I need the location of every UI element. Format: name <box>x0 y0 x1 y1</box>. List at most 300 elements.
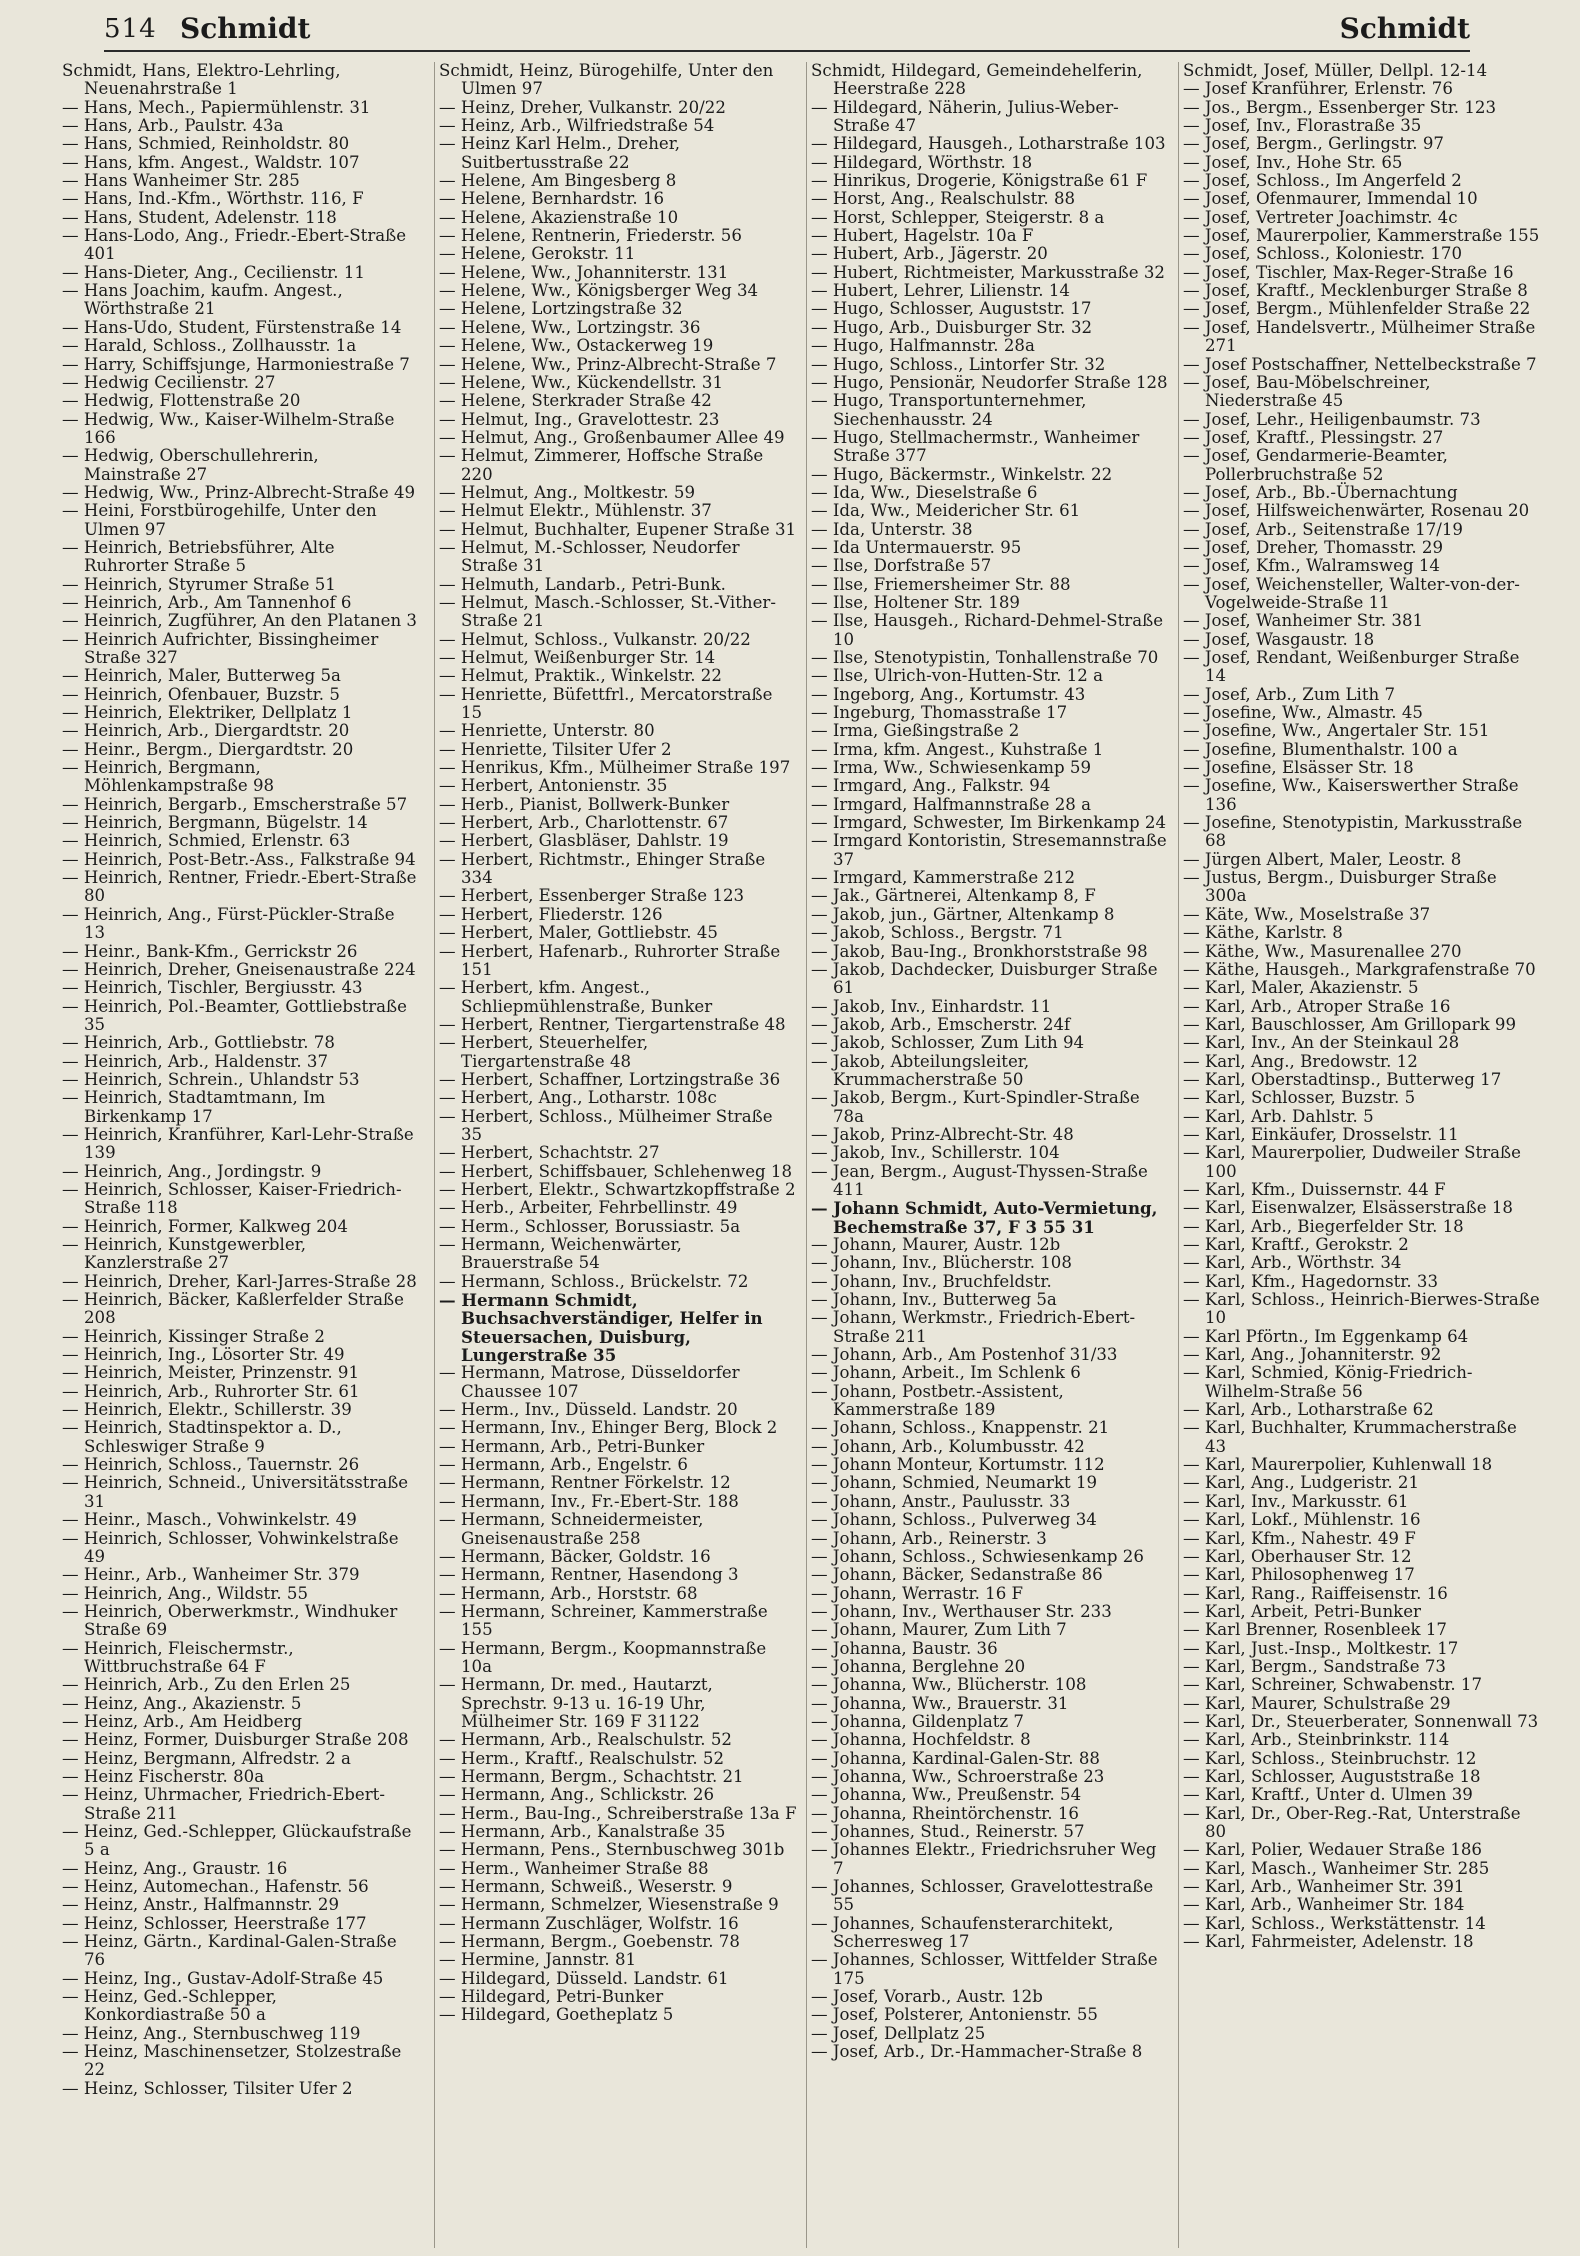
directory-entry: — Hermann, Rentner Förkelstr. 12 <box>439 1473 731 1493</box>
directory-entry: — Hermann, Schneidermeister, Gneisenaustraße 258 <box>439 1510 704 1548</box>
directory-entry: — Heinz, Schlosser, Heerstraße 177 <box>62 1913 367 1933</box>
directory-entry: — Hildegard, Näherin, Julius-Weber-Straße 47 <box>811 97 1119 136</box>
directory-entry: — Jak., Gärtnerei, Altenkamp 8, F <box>811 886 1096 906</box>
directory-entry: — Jakob, Arb., Emscherstr. 24f <box>811 1014 1071 1034</box>
directory-entry: — Jean, Bergm., August-Thyssen-Straße 411 <box>811 1161 1148 1199</box>
directory-entry: — Helene, Sterkrader Straße 42 <box>439 391 712 411</box>
directory-entry: — Herm., Wanheimer Straße 88 <box>439 1858 709 1878</box>
directory-entry: — Karl, Oberhauser Str. 12 <box>1183 1546 1412 1566</box>
directory-entry: — Heinz, Schlosser, Tilsiter Ufer 2 <box>62 2078 353 2098</box>
directory-entry: — Hugo, Pensionär, Neudorfer Straße 128 <box>811 372 1168 392</box>
directory-entry: — Heinr., Arb., Wanheimer Str. 379 <box>62 1565 360 1585</box>
directory-entry: — Hildegard, Goetheplatz 5 <box>439 2005 674 2025</box>
directory-entry: — Josefine, Stenotypistin, Markusstraße 68 <box>1183 813 1523 851</box>
directory-entry: — Heinrich, Arb., Gottliebstr. 78 <box>62 1033 335 1053</box>
directory-entry: — Herbert, Schachtstr. 27 <box>439 1143 660 1163</box>
directory-entry: — Heinr., Bergm., Diergardtstr. 20 <box>62 739 354 759</box>
directory-entry: — Josef, Bau-Möbelschreiner, Niederstraße 45 <box>1183 372 1431 411</box>
directory-entry: — Heinrich, Zugführer, An den Platanen 3 <box>62 611 417 631</box>
directory-entry: — Heinz, Ang., Akazienstr. 5 <box>62 1693 302 1713</box>
header-right-title: Schmidt <box>1339 12 1470 45</box>
directory-entry: — Johann, Inv., Bruchfeldstr. <box>811 1271 1052 1291</box>
directory-entry: — Johann, Arbeit., Im Schlenk 6 <box>811 1363 1081 1383</box>
directory-entry: — Karl, Schmied, König-Friedrich-Wilhelm-Straße 56 <box>1183 1363 1473 1401</box>
directory-entry: — Josef, Arb., Zum Lith 7 <box>1183 684 1396 704</box>
directory-entry: — Heinrich, Kissinger Straße 2 <box>62 1326 325 1346</box>
directory-entry: — Karl, Ang., Johanniterstr. 92 <box>1183 1345 1442 1365</box>
directory-entry: — Karl, Schloss., Steinbruchstr. 12 <box>1183 1748 1477 1768</box>
directory-entry: — Ilse, Stenotypistin, Tonhallenstraße 70 <box>811 648 1159 667</box>
directory-entry: — Johann Monteur, Kortumstr. 112 <box>811 1455 1105 1475</box>
directory-entry: — Hans-Lodo, Ang., Friedr.-Ebert-Straße 401 <box>62 226 407 264</box>
directory-entry: — Herbert, kfm. Angest., Schliepmühlenstraße, Bunker <box>439 978 713 1016</box>
directory-entry: — Johann, Inv., Blücherstr. 108 <box>811 1253 1072 1273</box>
directory-entry: — Ida, Ww., Meidericher Str. 61 <box>811 501 1081 521</box>
directory-entry: — Helene, Ww., Ostackerweg 19 <box>439 336 714 356</box>
directory-entry: — Heinrich, Bergmann, Möhlenkampstraße 98 <box>62 758 275 796</box>
directory-entry: — Johann, Inv., Butterweg 5a <box>811 1290 1057 1310</box>
directory-entry: — Jos., Bergm., Essenberger Str. 123 <box>1183 97 1497 117</box>
directory-entry: — Heinrich, Bergarb., Emscherstraße 57 <box>62 794 408 814</box>
directory-entry: — Ilse, Dorfstraße 57 <box>811 556 992 576</box>
directory-entry: — Harald, Schloss., Zollhausstr. 1a <box>62 336 357 356</box>
directory-entry: — Heinz, Maschinensetzer, Stolzestraße 22 <box>62 2042 402 2080</box>
directory-entry: — Hans, Student, Adelenstr. 118 <box>62 207 337 227</box>
directory-entry: — Heinrich, Schmied, Erlenstr. 63 <box>62 831 351 851</box>
directory-entry: — Karl, Polier, Wedauer Straße 186 <box>1183 1840 1482 1860</box>
directory-entry: — Karl, Lokf., Mühlenstr. 16 <box>1183 1510 1421 1530</box>
directory-entry: — Ilse, Ulrich-von-Hutten-Str. 12 a <box>811 666 1103 686</box>
directory-entry: — Heinrich, Arb., Ruhrorter Str. 61 <box>62 1381 360 1401</box>
directory-entry: — Henriette, Tilsiter Ufer 2 <box>439 739 672 759</box>
directory-entry: — Hans Joachim, kaufm. Angest., Wörthstraße 21 <box>62 281 343 319</box>
directory-entry: — Josef Postschaffner, Nettelbeckstraße 7 <box>1183 354 1537 374</box>
directory-entry: — Heinz, Arb., Am Heidberg <box>62 1711 303 1731</box>
directory-entry: — Herm., Kraftf., Realschulstr. 52 <box>439 1748 725 1768</box>
directory-entry: — Irmgard, Halfmannstraße 28 a <box>811 794 1091 814</box>
directory-entry: — Karl, Arb. Dahlstr. 5 <box>1183 1106 1374 1126</box>
directory-entry: — Heinz, Ang., Sternbuschweg 119 <box>62 2023 361 2043</box>
directory-entry: — Herbert, Elektr., Schwartzkopffstraße 2 <box>439 1179 796 1199</box>
directory-entry: — Herbert, Hafenarb., Ruhrorter Straße 151 <box>439 941 781 979</box>
directory-entry: — Hubert, Lehrer, Lilienstr. 14 <box>811 281 1070 301</box>
directory-entry: — Johanna, Baustr. 36 <box>811 1638 998 1658</box>
directory-entry: — Karl, Buchhalter, Krummacherstraße 43 <box>1183 1418 1517 1456</box>
directory-entry: — Heinr., Bank-Kfm., Gerrickstr 26 <box>62 941 358 961</box>
directory-entry: — Jakob, Schlosser, Zum Lith 94 <box>811 1033 1085 1053</box>
directory-entry: — Josef, Bergm., Mühlenfelder Straße 22 <box>1183 299 1531 319</box>
directory-entry: — Hermann, Bergm., Schachtstr. 21 <box>439 1766 744 1786</box>
directory-entry: — Hermann, Weichenwärter, Brauerstraße 54 <box>439 1235 682 1273</box>
directory-entry: — Heinz, Ing., Gustav-Adolf-Straße 45 <box>62 1968 384 1988</box>
directory-entry: — Johanna, Berglehne 20 <box>811 1656 1026 1676</box>
directory-entry: — Josef Kranführer, Erlenstr. 76 <box>1183 79 1453 99</box>
directory-entry: — Josef, Rendant, Weißenburger Straße 14 <box>1183 648 1520 686</box>
directory-entry: — Jakob, Prinz-Albrecht-Str. 48 <box>811 1124 1074 1144</box>
directory-entry: — Hedwig, Flottenstraße 20 <box>62 391 301 411</box>
directory-entry: — Helene, Rentnerin, Friederstr. 56 <box>439 226 742 246</box>
directory-entry: — Heinz, Ang., Graustr. 16 <box>62 1858 288 1878</box>
directory-entry: — Herbert, Antonienstr. 35 <box>439 776 668 796</box>
directory-entry: — Hubert, Arb., Jägerstr. 20 <box>811 244 1048 264</box>
directory-entry: — Hans, Schmied, Reinholdstr. 80 <box>62 134 350 154</box>
directory-entry: — Josefine, Blumenthalstr. 100 a <box>1183 739 1458 759</box>
directory-entry: — Karl, Arb., Atroper Straße 16 <box>1183 996 1451 1016</box>
directory-entry: — Josef, Schloss., Im Angerfeld 2 <box>1183 171 1462 191</box>
directory-entry: — Heinrich, Ang., Jordingstr. 9 <box>62 1161 322 1181</box>
directory-entry: — Josef, Arb., Seitenstraße 17/19 <box>1183 519 1463 539</box>
directory-entry: — Josefine, Ww., Almastr. 45 <box>1183 703 1423 723</box>
directory-entry: — Herm., Schlosser, Borussiastr. 5a <box>439 1216 741 1236</box>
directory-entry: — Heinrich, Oberwerkmstr., Windhuker Straße 69 <box>62 1601 398 1640</box>
directory-entry: — Heinrich, Kunstgewerbler, Kanzlerstraße 27 <box>62 1235 307 1273</box>
directory-entry: — Heini, Forstbürogehilfe, Unter den Ulmen 97 <box>62 501 377 539</box>
directory-entry: — Irma, Gießingstraße 2 <box>811 721 1020 741</box>
directory-entry: — Josefine, Elsässer Str. 18 <box>1183 758 1414 778</box>
directory-entry: — Helene, Akazienstraße 10 <box>439 207 679 227</box>
directory-entry: — Irmgard, Schwester, Im Birkenkamp 24 <box>811 813 1166 833</box>
directory-entry: — Hugo, Bäckermstr., Winkelstr. 22 <box>811 464 1113 484</box>
directory-entry: — Helmut, Weißenburger Str. 14 <box>439 648 716 667</box>
directory-entry: — Josef, Arb., Bb.-Übernachtung <box>1183 482 1458 502</box>
directory-entry: — Josef, Hilfsweichenwärter, Rosenau 20 <box>1183 501 1530 521</box>
directory-entry: — Hugo, Halfmannstr. 28a <box>811 336 1035 356</box>
directory-entry: — Karl, Inv., Markusstr. 61 <box>1183 1491 1409 1511</box>
directory-entry: — Karl, Kraftf., Gerokstr. 2 <box>1183 1235 1409 1254</box>
directory-entry: — Helmut, Masch.-Schlosser, St.-Vither-Straße 21 <box>439 592 776 631</box>
directory-entry: — Käthe, Ww., Masurenallee 270 <box>1183 941 1462 961</box>
directory-entry: — Herbert, Ang., Lotharstr. 108c <box>439 1088 717 1108</box>
directory-entry: — Käte, Ww., Moselstraße 37 <box>1183 904 1431 924</box>
directory-entry: — Hubert, Richtmeister, Markusstraße 32 <box>811 262 1165 282</box>
directory-entry: — Heinrich, Stadtinspektor a. D., Schleswiger Straße 9 <box>62 1418 342 1456</box>
directory-entry: — Johann Schmidt, Auto-Vermietung, Bechemstraße 37, F 3 55 31 <box>811 1198 1158 1237</box>
directory-entry: — Helmut, Praktik., Winkelstr. 22 <box>439 666 722 686</box>
directory-entry: — Irma, Ww., Schwiesenkamp 59 <box>811 758 1092 778</box>
directory-entry: — Karl, Inv., An der Steinkaul 28 <box>1183 1033 1460 1053</box>
directory-entry: — Josef, Kraftf., Mecklenburger Straße 8 <box>1183 281 1528 301</box>
directory-entry: — Herbert, Richtmstr., Ehinger Straße 334 <box>439 849 766 888</box>
directory-entry: — Hermann, Bäcker, Goldstr. 16 <box>439 1546 711 1566</box>
directory-entry: — Karl, Maurer, Schulstraße 29 <box>1183 1693 1451 1713</box>
directory-entry: — Herbert, Schloss., Mülheimer Straße 35 <box>439 1106 773 1144</box>
directory-entry: — Henriette, Unterstr. 80 <box>439 721 655 741</box>
directory-entry: — Johannes, Stud., Reinerstr. 57 <box>811 1822 1085 1841</box>
directory-entry: — Karl Pförtn., Im Eggenkamp 64 <box>1183 1326 1469 1346</box>
directory-entry: — Johann, Arb., Reinerstr. 3 <box>811 1528 1047 1548</box>
directory-entry: — Hugo, Transportunternehmer, Siechenhausstr. 24 <box>811 391 1087 429</box>
directory-entry: — Karl, Einkäufer, Drosselstr. 11 <box>1183 1124 1459 1144</box>
directory-entry: — Johanna, Ww., Preußenstr. 54 <box>811 1785 1082 1805</box>
directory-entry: — Ingeburg, Thomasstraße 17 <box>811 703 1068 723</box>
directory-entry: — Helene, Bernhardstr. 16 <box>439 189 665 209</box>
directory-entry: — Hermann, Arb., Kanalstraße 35 <box>439 1822 726 1841</box>
directory-entry: — Johann, Postbetr.-Assistent, Kammerstraße 189 <box>811 1381 1064 1420</box>
directory-entry: — Hermann, Arb., Engelstr. 6 <box>439 1455 688 1475</box>
directory-entry: — Jakob, Bergm., Kurt-Spindler-Straße 78a <box>811 1088 1140 1126</box>
directory-entry: — Helmut, M.-Schlosser, Neudorfer Straße 31 <box>439 537 740 576</box>
directory-entry: — Heinrich, Stadtamtmann, Im Birkenkamp 17 <box>62 1088 326 1126</box>
directory-entry: — Ida, Unterstr. 38 <box>811 519 973 539</box>
directory-entry: — Heinrich, Tischler, Bergiusstr. 43 <box>62 978 363 998</box>
directory-entry: — Irma, kfm. Angest., Kuhstraße 1 <box>811 739 1104 759</box>
directory-entry: — Karl, Schlosser, Buzstr. 5 <box>1183 1088 1416 1108</box>
directory-entry: — Josef, Vertreter Joachimstr. 4c <box>1183 207 1458 227</box>
directory-entry: — Josef, Inv., Hohe Str. 65 <box>1183 152 1403 172</box>
directory-entry: — Hugo, Arb., Duisburger Str. 32 <box>811 317 1093 337</box>
directory-entry: — Johann, Maurer, Austr. 12b <box>811 1235 1061 1254</box>
directory-entry: — Heinz, Ged.-Schlepper, Konkordiastraße 50 a <box>62 1987 277 2025</box>
directory-entry: — Ingeborg, Ang., Kortumstr. 43 <box>811 684 1086 704</box>
directory-entry: — Henriette, Büfettfrl., Mercatorstraße 15 <box>439 684 773 723</box>
directory-entry: — Herbert, Fliederstr. 126 <box>439 904 663 924</box>
directory-entry: — Karl, Arb., Wanheimer Str. 391 <box>1183 1877 1465 1897</box>
directory-entry: — Heinrich, Schlosser, Kaiser-Friedrich-Straße 118 <box>62 1179 402 1218</box>
directory-entry: — Hermann Schmidt, Buchsachverständiger, Helfer in Steuersachen, Duisburg, Lungerstraße 35 <box>439 1290 763 1366</box>
directory-entry: — Ida, Ww., Dieselstraße 6 <box>811 482 1038 502</box>
directory-entry: — Heinrich, Ing., Lösorter Str. 49 <box>62 1345 345 1365</box>
directory-entry: — Heinrich, Schrein., Uhlandstr 53 <box>62 1069 360 1089</box>
directory-entry: — Heinrich, Dreher, Gneisenaustraße 224 <box>62 959 416 979</box>
directory-entry: — Heinz, Uhrmacher, Friedrich-Ebert-Straße 211 <box>62 1785 385 1823</box>
directory-entry: — Hermann, Arb., Realschulstr. 52 <box>439 1730 732 1750</box>
directory-entry: — Karl, Schloss., Heinrich-Bierwes-Straße 10 <box>1183 1290 1540 1328</box>
directory-entry: — Irmgard, Kammerstraße 212 <box>811 868 1076 888</box>
header-left-title: Schmidt <box>180 12 311 45</box>
directory-entry: — Heinrich, Styrumer Straße 51 <box>62 574 336 594</box>
directory-entry: — Johann, Schmied, Neumarkt 19 <box>811 1473 1098 1493</box>
column-1 <box>62 62 420 2248</box>
directory-entry: — Karl, Schlosser, Auguststraße 18 <box>1183 1766 1481 1786</box>
directory-entry: — Käthe, Karlstr. 8 <box>1183 923 1343 943</box>
directory-entry: — Ida Untermauerstr. 95 <box>811 537 1022 557</box>
directory-entry: — Josef, Gendarmerie-Beamter, Pollerbruchstraße 52 <box>1183 446 1448 484</box>
directory-entry: — Josef, Arb., Dr.-Hammacher-Straße 8 <box>811 2042 1143 2062</box>
directory-entry: — Hedwig Cecilienstr. 27 <box>62 372 276 392</box>
directory-entry: — Ilse, Friemersheimer Str. 88 <box>811 574 1071 594</box>
directory-entry: — Harry, Schiffsjunge, Harmoniestraße 7 <box>62 354 410 374</box>
directory-entry: — Jakob, jun., Gärtner, Altenkamp 8 <box>811 904 1115 924</box>
directory-entry: — Heinrich, Arb., Diergardtstr. 20 <box>62 721 350 741</box>
directory-entry: — Jakob, Inv., Schillerstr. 104 <box>811 1143 1060 1163</box>
directory-entry: — Johann, Werrastr. 16 F <box>811 1583 1024 1603</box>
directory-entry: — Heinrich, Arb., Am Tannenhof 6 <box>62 592 352 612</box>
directory-entry: — Heinrich Aufrichter, Bissingheimer Straße 327 <box>62 629 379 667</box>
directory-entry: — Heinrich, Betriebsführer, Alte Ruhrorter Straße 5 <box>62 537 335 576</box>
directory-entry: — Johann, Schloss., Knappenstr. 21 <box>811 1418 1110 1438</box>
directory-entry: — Heinz, Dreher, Vulkanstr. 20/22 <box>439 97 726 117</box>
directory-entry: — Herbert, Schiffsbauer, Schlehenweg 18 <box>439 1161 793 1181</box>
directory-entry: — Heinrich, Schneid., Universitätsstraße 31 <box>62 1473 409 1511</box>
directory-entry: — Hermann, Schweiß., Weserstr. 9 <box>439 1877 733 1897</box>
directory-entry: — Josef, Bergm., Gerlingstr. 97 <box>1183 134 1444 154</box>
directory-entry: — Heinz, Gärtn., Kardinal-Galen-Straße 76 <box>62 1932 397 1970</box>
directory-entry: — Hermann, Ang., Schlickstr. 26 <box>439 1785 715 1805</box>
directory-entry: — Helene, Ww., Kückendellstr. 31 <box>439 372 724 392</box>
directory-entry: — Heinz Fischerstr. 80a <box>62 1766 265 1786</box>
directory-entry: — Jürgen Albert, Maler, Leostr. 8 <box>1183 849 1462 869</box>
directory-entry: — Heinrich, Ang., Wildstr. 55 <box>62 1583 308 1603</box>
directory-entry: — Johanna, Rheintörchenstr. 16 <box>811 1803 1079 1823</box>
directory-entry: — Heinrich, Dreher, Karl-Jarres-Straße 28 <box>62 1271 417 1291</box>
page-header <box>104 6 1470 52</box>
column-3 <box>806 62 1169 2248</box>
directory-entry: — Johanna, Gildenplatz 7 <box>811 1711 1024 1731</box>
directory-entry: — Helene, Ww., Johanniterstr. 131 <box>439 262 729 282</box>
directory-entry: Schmidt, Heinz, Bürogehilfe, Unter den Ulmen 97 <box>439 62 774 99</box>
directory-entry: — Josef, Kraftf., Plessingstr. 27 <box>1183 427 1444 447</box>
directory-entry: — Herbert, Rentner, Tiergartenstraße 48 <box>439 1014 786 1034</box>
directory-entry: Schmidt, Josef, Müller, Dellpl. 12-14 <box>1183 62 1488 80</box>
directory-entry: — Hubert, Hagelstr. 10a F <box>811 226 1034 246</box>
directory-entry: — Hedwig, Ww., Prinz-Albrecht-Straße 49 <box>62 482 416 502</box>
directory-entry: — Henrikus, Kfm., Mülheimer Straße 197 <box>439 758 791 778</box>
directory-entry: — Herb., Pianist, Bollwerk-Bunker <box>439 794 730 814</box>
directory-entry: — Helmut, Zimmerer, Hoffsche Straße 220 <box>439 446 764 484</box>
directory-entry: — Herbert, Arb., Charlottenstr. 67 <box>439 813 729 833</box>
directory-entry: — Karl, Ang., Bredowstr. 12 <box>1183 1051 1418 1071</box>
directory-entry: — Karl, Just.-Insp., Moltkestr. 17 <box>1183 1638 1459 1658</box>
directory-entry: — Johann, Schloss., Pulverweg 34 <box>811 1510 1097 1530</box>
directory-entry: — Josef, Maurerpolier, Kammerstraße 155 <box>1183 226 1540 246</box>
directory-entry: — Irmgard Kontoristin, Stresemannstraße 37 <box>811 831 1167 869</box>
directory-entry: — Hinrikus, Drogerie, Königstraße 61 F <box>811 171 1148 191</box>
directory-entry: — Karl, Kfm., Duissernstr. 44 F <box>1183 1179 1446 1199</box>
directory-entry: — Hermine, Jannstr. 81 <box>439 1950 637 1970</box>
directory-entry: — Hermann, Rentner, Hasendong 3 <box>439 1565 739 1585</box>
directory-entry: — Josef, Wanheimer Str. 381 <box>1183 611 1424 631</box>
directory-entry: — Karl, Maler, Akazienstr. 5 <box>1183 978 1419 998</box>
directory-entry: — Karl, Dr., Ober-Reg.-Rat, Unterstraße 80 <box>1183 1803 1521 1841</box>
directory-entry: — Johannes, Schlosser, Wittfelder Straße 175 <box>811 1950 1158 1988</box>
directory-entry: — Josef, Inv., Florastraße 35 <box>1183 116 1422 136</box>
directory-entry: — Johann, Maurer, Zum Lith 7 <box>811 1620 1067 1640</box>
directory-entry: — Karl, Arb., Wörthstr. 34 <box>1183 1253 1402 1273</box>
directory-entry: — Heinrich, Kranführer, Karl-Lehr-Straße 139 <box>62 1124 414 1163</box>
directory-entry: — Hans, Arb., Paulstr. 43a <box>62 116 284 136</box>
directory-entry: — Heinz, Arb., Wilfriedstraße 54 <box>439 116 715 136</box>
directory-entry: — Karl, Rang., Raiffeisenstr. 16 <box>1183 1583 1448 1603</box>
directory-entry: — Karl, Schloss., Werkstättenstr. 14 <box>1183 1913 1486 1933</box>
directory-entry: — Josef, Dreher, Thomasstr. 29 <box>1183 537 1444 557</box>
directory-entry: — Hermann, Pens., Sternbuschweg 301b <box>439 1840 785 1860</box>
directory-entry: — Karl, Bergm., Sandstraße 73 <box>1183 1656 1446 1676</box>
directory-entry: — Heinrich, Bergmann, Bügelstr. 14 <box>62 813 368 833</box>
directory-entry: — Karl, Arb., Steinbrinkstr. 114 <box>1183 1730 1450 1750</box>
directory-entry: — Heinz, Bergmann, Alfredstr. 2 a <box>62 1748 351 1768</box>
directory-entry: — Hermann, Inv., Fr.-Ebert-Str. 188 <box>439 1491 739 1511</box>
directory-entry: — Heinrich, Ang., Fürst-Pückler-Straße 13 <box>62 904 395 943</box>
directory-entry: — Karl, Arbeit, Petri-Bunker <box>1183 1601 1421 1621</box>
directory-entry: — Hermann, Schmelzer, Wiesenstraße 9 <box>439 1895 779 1915</box>
directory-entry: — Heinrich, Pol.-Beamter, Gottliebstraße 35 <box>62 996 407 1034</box>
directory-entry: — Josefine, Ww., Kaiserswerther Straße 136 <box>1183 776 1519 814</box>
directory-entry: — Karl Brenner, Rosenbleek 17 <box>1183 1620 1447 1640</box>
directory-entry: — Heinrich, Rentner, Friedr.-Ebert-Straße 80 <box>62 868 417 906</box>
directory-entry: — Heinz Karl Helm., Dreher, Suitbertusstraße 22 <box>439 134 681 172</box>
directory-entry: — Hedwig, Ww., Kaiser-Wilhelm-Straße 166 <box>62 409 395 447</box>
directory-entry: — Hermann, Matrose, Düsseldorfer Chaussee 107 <box>439 1363 740 1401</box>
directory-entry: — Heinrich, Schlosser, Vohwinkelstraße 49 <box>62 1528 399 1566</box>
directory-entry: — Johanna, Hochfeldstr. 8 <box>811 1730 1031 1750</box>
column-2 <box>434 62 797 2248</box>
directory-entry: — Hedwig, Oberschullehrerin, Mainstraße 27 <box>62 446 319 484</box>
directory-entry: — Johann, Arb., Am Postenhof 31/33 <box>811 1345 1118 1365</box>
directory-entry: — Karl, Eisenwalzer, Elsässerstraße 18 <box>1183 1198 1513 1218</box>
directory-entry: — Johanna, Ww., Schroerstraße 23 <box>811 1766 1105 1786</box>
directory-entry: — Josef, Weichensteller, Walter-von-der-Vogelweide-Straße 11 <box>1183 574 1520 612</box>
directory-entry: — Heinr., Masch., Vohwinkelstr. 49 <box>62 1510 357 1530</box>
directory-entry: — Heinrich, Post-Betr.-Ass., Falkstraße 94 <box>62 849 416 869</box>
directory-entry: — Hugo, Schloss., Lintorfer Str. 32 <box>811 354 1106 374</box>
directory-entry: — Johanna, Ww., Brauerstr. 31 <box>811 1693 1069 1713</box>
directory-entry: — Heinrich, Schloss., Tauernstr. 26 <box>62 1455 360 1475</box>
directory-entry: — Herbert, Maler, Gottliebstr. 45 <box>439 923 718 943</box>
directory-entry: — Karl, Arb., Lotharstraße 62 <box>1183 1400 1434 1420</box>
directory-entry: — Hermann, Inv., Ehinger Berg, Block 2 <box>439 1418 778 1438</box>
directory-entry: — Helmut Elektr., Mühlenstr. 37 <box>439 501 712 521</box>
directory-entry: — Horst, Ang., Realschulstr. 88 <box>811 189 1076 209</box>
directory-entry: — Herbert, Essenberger Straße 123 <box>439 886 745 906</box>
directory-entry: — Karl, Arb., Wanheimer Str. 184 <box>1183 1895 1465 1915</box>
directory-entry: — Karl, Kfm., Hagedornstr. 33 <box>1183 1271 1439 1291</box>
directory-entry: — Herm., Bau-Ing., Schreiberstraße 13a F <box>439 1803 797 1823</box>
directory-entry: — Josef, Handelsvertr., Mülheimer Straße 271 <box>1183 317 1536 356</box>
directory-entry: — Johann, Anstr., Paulusstr. 33 <box>811 1491 1071 1511</box>
directory-entry: — Herbert, Steuerhelfer, Tiergartenstraße 48 <box>439 1033 649 1071</box>
directory-entry: — Josef, Wasgaustr. 18 <box>1183 629 1375 649</box>
directory-entry: — Johannes Elektr., Friedrichsruher Weg 7 <box>811 1840 1157 1878</box>
directory-entry: — Hans-Dieter, Ang., Cecilienstr. 11 <box>62 262 365 282</box>
directory-entry: — Helene, Lortzingstraße 32 <box>439 299 683 319</box>
directory-entry: — Heinrich, Arb., Haldenstr. 37 <box>62 1051 329 1071</box>
directory-columns <box>62 62 1544 2248</box>
directory-entry: — Hugo, Schlosser, Auguststr. 17 <box>811 299 1092 319</box>
directory-entry: — Karl, Maurerpolier, Dudweiler Straße 100 <box>1183 1143 1521 1181</box>
directory-entry: — Heinrich, Elektriker, Dellplatz 1 <box>62 703 353 723</box>
directory-entry: — Johann, Schloss., Schwiesenkamp 26 <box>811 1546 1144 1566</box>
directory-entry: — Karl, Bauschlosser, Am Grillopark 99 <box>1183 1014 1517 1034</box>
directory-entry: — Karl, Kraftf., Unter d. Ulmen 39 <box>1183 1785 1473 1805</box>
directory-entry: — Heinrich, Meister, Prinzenstr. 91 <box>62 1363 360 1383</box>
directory-entry: — Jakob, Dachdecker, Duisburger Straße 61 <box>811 959 1158 998</box>
directory-entry: — Hildegard, Hausgeh., Lotharstraße 103 <box>811 134 1166 154</box>
directory-entry: — Johann, Bäcker, Sedanstraße 86 <box>811 1565 1103 1585</box>
directory-entry: — Hildegard, Wörthstr. 18 <box>811 152 1033 172</box>
directory-entry: — Karl, Arb., Biegerfelder Str. 18 <box>1183 1216 1464 1236</box>
directory-entry: — Hans Wanheimer Str. 285 <box>62 171 300 191</box>
directory-entry: — Irmgard, Ang., Falkstr. 94 <box>811 776 1051 796</box>
directory-entry: — Karl, Philosophenweg 17 <box>1183 1565 1415 1585</box>
directory-entry: — Hermann, Schreiner, Kammerstraße 155 <box>439 1601 768 1640</box>
directory-entry: — Heinrich, Maler, Butterweg 5a <box>62 666 341 686</box>
directory-entry: — Käthe, Hausgeh., Markgrafenstraße 70 <box>1183 959 1536 979</box>
directory-entry: — Helmut, Ang., Moltkestr. 59 <box>439 482 696 502</box>
directory-entry: — Hildegard, Petri-Bunker <box>439 1987 664 2007</box>
directory-entry: — Karl, Masch., Wanheimer Str. 285 <box>1183 1858 1490 1878</box>
directory-entry: — Helmuth, Landarb., Petri-Bunk. <box>439 574 726 594</box>
directory-entry: — Helene, Ww., Prinz-Albrecht-Straße 7 <box>439 354 777 374</box>
directory-entry: — Herb., Arbeiter, Fehrbellinstr. 49 <box>439 1198 738 1218</box>
directory-entry: — Johannes, Schaufensterarchitekt, Scherresweg 17 <box>811 1913 1114 1952</box>
directory-entry: — Josef, Kfm., Walramsweg 14 <box>1183 556 1440 576</box>
directory-entry: Schmidt, Hans, Elektro-Lehrling, Neuenahrstraße 1 <box>62 62 341 99</box>
directory-entry: — Helene, Ww., Lortzingstr. 36 <box>439 317 701 337</box>
directory-entry: — Johann, Arb., Kolumbusstr. 42 <box>811 1436 1085 1456</box>
column-4 <box>1178 62 1541 2248</box>
directory-entry: Schmidt, Hildegard, Gemeindehelferin, Heerstraße 228 <box>811 62 1143 99</box>
directory-entry: — Josefine, Ww., Angertaler Str. 151 <box>1183 721 1490 741</box>
